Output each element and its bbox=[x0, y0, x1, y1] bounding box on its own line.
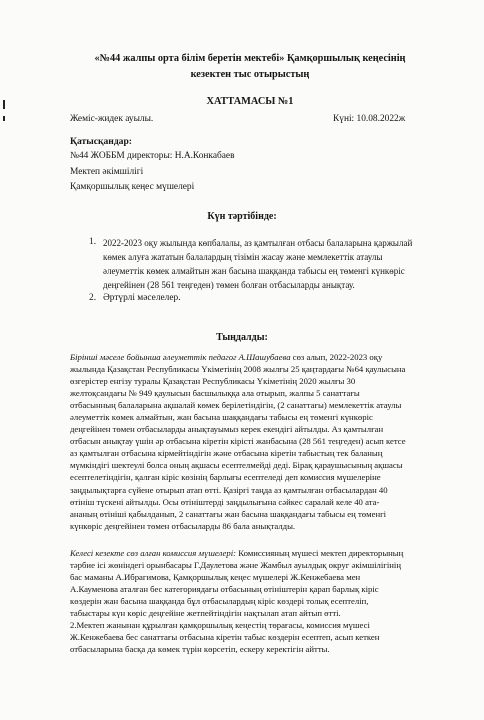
paragraph-line: күнкөріс деңгейінен төмен отбасыларды 86 бала анықталды. bbox=[70, 520, 296, 531]
participant-item: Мектеп әкімшілігі bbox=[70, 167, 144, 177]
scan-edge-mark bbox=[3, 100, 5, 109]
paragraph-line: А.Кауменова аталған бес категориядағы отбасының өтініштерін қарап барлық кіріс bbox=[70, 584, 379, 595]
agenda-item-number: 2. bbox=[89, 293, 97, 303]
paragraph-line: аз қамтылған отбасына кірмейтіндігін және отбасына кіретін табыстың тек баланың bbox=[70, 448, 383, 459]
paragraph-line: өтініш түскені айтылды. Осы өтініштерді заңдылығына сәйкес саралай келе 40 ата- bbox=[70, 496, 380, 507]
date-label: Күні: 10.08.2022ж bbox=[333, 114, 406, 124]
agenda-item-line: 2022-2023 оқу жылында көпбалалы, аз қамтылған отбасы балаларына қаржылай bbox=[103, 238, 413, 248]
paragraph-line: есептелетіндігін, қалған кіріс көзінің барлығы есептеледі деп комиссия мүшелеріне bbox=[70, 472, 381, 483]
agenda-item-number: 1. bbox=[89, 237, 97, 247]
paragraph-line: отбасыларына басқа да көмек түрін көрсетіп, ескеру керектігін айтты. bbox=[70, 644, 330, 655]
agenda-item-line: деңгейінен (28 561 теңгеден) төмен болған отбасыларды анықтау. bbox=[103, 280, 355, 290]
paragraph-line: жылында Қазақстан Республикасы Үкіметінің 2008 жылғы 25 қаңтардағы №64 қаулысына bbox=[70, 364, 406, 375]
heard-paragraph-2 bbox=[70, 547, 444, 655]
paragraph-line: тәрбие ісі жөніндегі орынбасары Г.Даулетова және Жамбыл ауылдық округ әкімшілігінің bbox=[70, 560, 401, 571]
paragraph-line: сөз алып, 2022-2023 оқу bbox=[290, 352, 383, 362]
paragraph-line: мүмкіндігі шектеулі болса оның ақшасы есептелмейді деді. Бірақ қараушысының ақшасы bbox=[70, 460, 403, 471]
paragraph-line: әлеуметтік көмек алмайтын, жан басына шаққандағы табысы ең төменгі күнкөріс bbox=[70, 412, 373, 423]
speaker-intro: Келесі кезекте сөз алған комиссия мүшелері: bbox=[70, 548, 237, 558]
heard-paragraph-1 bbox=[70, 351, 444, 532]
protocol-heading: ХАТТАМАСЫ №1 bbox=[206, 96, 294, 107]
paragraph-line: деңгейінен төмен отбасыларды анықтауымыз керек екендігі айтылды. Аз қамтылған bbox=[70, 424, 384, 435]
agenda-item-2: Әртүрлі мәселелер. bbox=[103, 293, 181, 303]
agenda-heading: Күн тәртібінде: bbox=[207, 211, 277, 222]
paragraph-line: ананың өтініші қабылданып, 2 санаттағы жан басына шаққандағы табысы ең төменгі bbox=[70, 508, 387, 519]
paragraph-line: отбасын анықтау үшін әр отбасына кіретін кірісті жанбасына (28 561 теңгеден) асып кетсе bbox=[70, 436, 406, 447]
paragraph-line: Комиссияның мүшесі мектеп директорының bbox=[236, 548, 404, 558]
paragraph-line: Ж.Кенжебаева бес санаттағы отбасына кіретін табыс көздерін есептеп, асып кеткен bbox=[70, 632, 380, 643]
paragraph-line: көздерін жан басына шаққанда бұл отбасылардың кіріс көздері толық есептеліп, bbox=[70, 596, 369, 607]
agenda-item-line: көмек алуға жататын балалардың тізімін жасау және мемлекеттік атаулы bbox=[103, 252, 383, 262]
paragraph-line: отбасынның балаларына ақшалай көмек берілетіндігін, (2 санаттағы) мемлекеттік атаулы bbox=[70, 400, 402, 411]
paragraph-line: 2.Мектеп жанынан құрылған қамқоршылық кеңестің төрағасы, комиссия мүшесі bbox=[70, 620, 370, 631]
agenda-item-line: әлеуметтік көмек алмайтын жан басына шаққанда табысы ең төменгі күнкөріс bbox=[103, 266, 405, 276]
place-label: Жеміс-жидек ауылы. bbox=[70, 114, 154, 124]
paragraph-line: желтоқсандағы № 949 қаулысын басшылыққа ала отырып, жалпы 5 санаттағы bbox=[70, 388, 360, 399]
participant-item: Қамқоршылық кеңес мүшелері bbox=[70, 182, 195, 192]
agenda-item-1 bbox=[103, 236, 442, 292]
paragraph-line: заңдылықтарға сүйене отырып атап өтті. Қазіргі таңда аз қамтылған отбасылардан 40 bbox=[70, 484, 388, 495]
paragraph-line: өзгерістер енгізу туралы Қазақстан Республикасы Үкіметінің 2020 жылғы 30 bbox=[70, 376, 356, 387]
participant-item: №44 ЖОББМ директоры: Н.А.Конкабаев bbox=[70, 151, 235, 161]
document-title: «№44 жалпы орта білім беретін мектебі» Қамқоршылық кеңесінің bbox=[94, 53, 406, 64]
document-subtitle: кезектен тыс отырыстың bbox=[190, 69, 310, 80]
scan-edge-mark bbox=[3, 116, 5, 121]
paragraph-line: табыстары күн көріс деңгейіне жетпейтіндігін нақтылап атап айтып өтті. bbox=[70, 608, 341, 619]
heard-heading: Тыңдалды: bbox=[216, 332, 268, 343]
speaker-intro: Бірінші мәселе бойынша әлеуметтік педагог А.Шашубаева bbox=[70, 352, 291, 362]
paragraph-line: бас маманы А.Ибрагимова, Қамқоршылық кеңес мүшелері Ж.Кенжебаева мен bbox=[70, 572, 361, 583]
participants-heading: Қатысқандар: bbox=[70, 136, 132, 147]
